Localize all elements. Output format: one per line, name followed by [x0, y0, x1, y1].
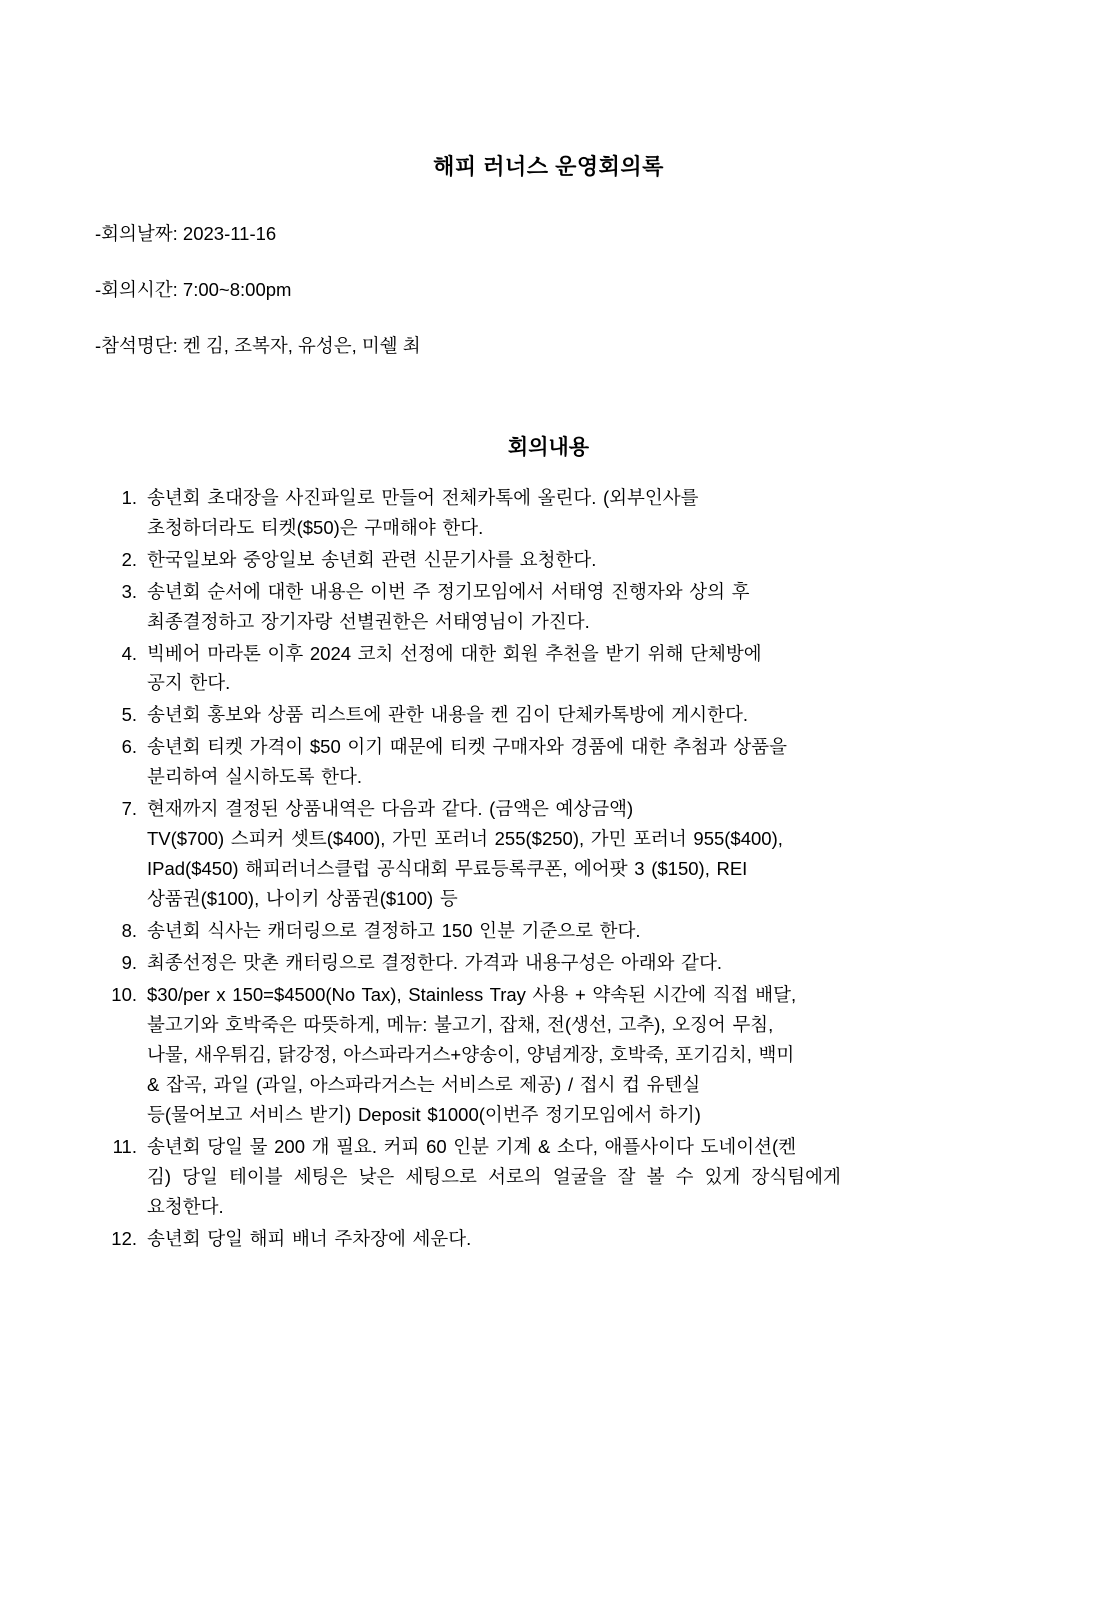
list-item: [95, 483, 1002, 543]
list-item: [95, 577, 1002, 637]
meeting-date-line: -회의날짜: 2023-11-16: [95, 223, 277, 244]
list-item-number: 11.: [112, 1136, 137, 1158]
list-item-body: 송년회 당일 해피 배너 주차장에 세운다.: [147, 1227, 472, 1249]
list-item-number: 7.: [121, 798, 137, 820]
list-item-body: 한국일보와 중앙일보 송년회 관련 신문기사를 요청한다.: [147, 548, 597, 570]
list-item: [95, 639, 1002, 699]
list-item-number: 2.: [121, 548, 137, 570]
page-title: 해피 러너스 운영회의록: [433, 154, 664, 179]
list-item: [95, 545, 1002, 575]
list-item-body: $30/per x 150=$4500(No Tax), Stainless Tray 사용 + 약속된 시간에 직접 배달, 불고기와 호박죽은 따뜻하게, 메뉴: 불고기, 잡채, 전(생선, 고추), 오징어 무침, 나물, 새우튀김, 닭강정, 아스파라거스+양송이, 양념게장, 호박죽, 포기김치, 백미 & 잡곡, 과일 (과일, 아스파라거스는 서비스로 제공) / 접시 컵 유텐실 등(물어보고 서비스 받기) Deposit $1000(이번주 정기모임에서 하기): [147, 984, 797, 1126]
attendees-line: -참석명단: 켄 김, 조복자, 유성은, 미쉘 최: [95, 334, 421, 356]
list-item: [95, 980, 1002, 1130]
list-item-body: 송년회 초대장을 사진파일로 만들어 전체카톡에 올린다. (외부인사를 초청하더라도 티켓($50)은 구매해야 한다.: [147, 486, 699, 538]
list-item-body: 송년회 순서에 대한 내용은 이번 주 정기모임에서 서태영 진행자와 상의 후 최종결정하고 장기자랑 선별권한은 서태영님이 가진다.: [147, 580, 750, 632]
list-item-body: 송년회 당일 물 200 개 필요. 커피 60 인분 기계 & 소다, 애플사이다 도네이션(켄 김) 당일 테이블 세팅은 낮은 세팅으로 서로의 얼굴을 잘 볼 수 있게 장식팀에게 요청한다.: [147, 1136, 841, 1217]
meeting-items-list: [95, 483, 1002, 1254]
list-item: [95, 1224, 1002, 1254]
section-title-meeting-content: 회의내용: [507, 435, 590, 459]
list-item-body: 송년회 티켓 가격이 $50 이기 때문에 티켓 구매자와 경품에 대한 추첨과 상품을 분리하여 실시하도록 한다.: [147, 736, 788, 788]
list-item: [95, 732, 1002, 792]
list-item: [95, 794, 1002, 914]
list-item-number: 6.: [121, 736, 137, 758]
list-item-number: 4.: [121, 642, 137, 664]
list-item: [95, 700, 1002, 730]
list-item-body: 송년회 식사는 캐더링으로 결정하고 150 인분 기준으로 한다.: [147, 920, 641, 942]
list-item-body: 현재까지 결정된 상품내역은 다음과 같다. (금액은 예상금액) TV($700) 스피커 셋트($400), 가민 포러너 255($250), 가민 포러너 955($400), IPad($450) 해피러너스클럽 공식대회 무료등록쿠폰, 에어팟 3 ($150), REI 상품권($100), 나이키 상품권($100) 등: [147, 798, 783, 910]
list-item-number: 9.: [121, 952, 137, 974]
list-item-number: 10.: [111, 984, 137, 1006]
list-item: [95, 948, 1002, 978]
list-item-number: 3.: [121, 580, 137, 602]
list-item-body: 송년회 홍보와 상품 리스트에 관한 내용을 켄 김이 단체카톡방에 게시한다.: [147, 704, 749, 726]
list-item-number: 12.: [111, 1227, 137, 1249]
list-item: [95, 916, 1002, 946]
list-item-body: 최종선정은 맛촌 캐터링으로 결정한다. 가격과 내용구성은 아래와 같다.: [147, 952, 723, 974]
list-item-number: 8.: [121, 920, 137, 942]
meeting-time-line: -회의시간: 7:00~8:00pm: [95, 278, 292, 300]
list-item: [95, 1132, 1002, 1222]
list-item-number: 1.: [121, 486, 137, 508]
list-item-number: 5.: [121, 704, 137, 726]
list-item-body: 빅베어 마라톤 이후 2024 코치 선정에 대한 회원 추천을 받기 위해 단체방에 공지 한다.: [147, 642, 762, 694]
